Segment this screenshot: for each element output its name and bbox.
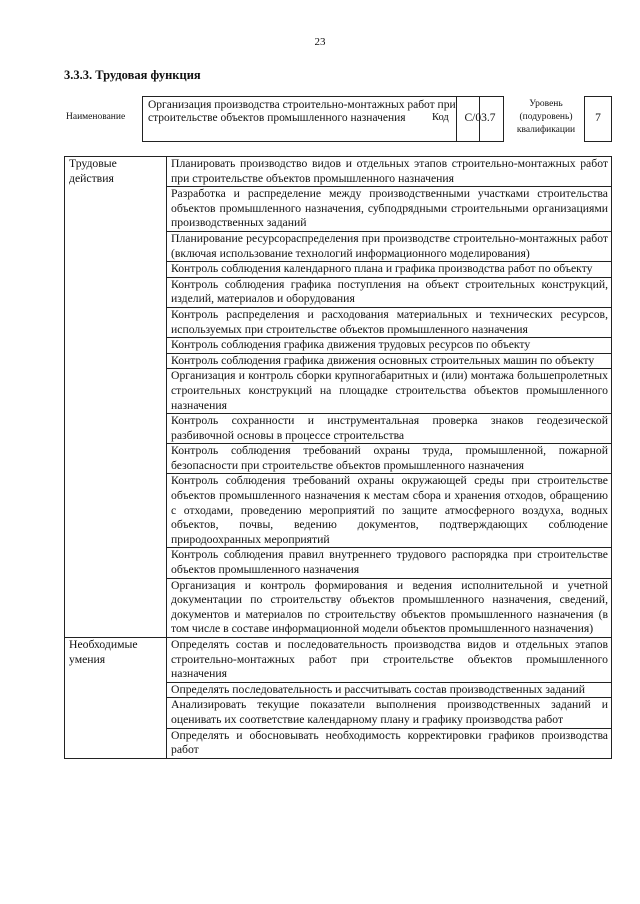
name-label: Наименование [66,112,126,122]
function-header [64,96,612,144]
qualification-level-label: Уровень (подуровень) квалификации [516,99,576,135]
section-category: Необходимые умения [65,638,167,759]
list-item: Организация и контроль формирования и ведения исполнительной и учетной документации по строительству объектов промышленного назначения, сведений, документов и материалов по строительству объектов промышленного назначения (в том числе в составе информационной модели объектов промышленного назначения) [167,578,612,637]
page-number: 23 [314,36,326,48]
list-item: Планирование ресурсораспределения при производстве строительно-монтажных работ (включая использование технологий информационного моделирования) [167,231,612,261]
qualification-level: 7 [584,96,612,142]
list-item: Планировать производство видов и отдельных этапов строительно-монтажных работ при строительстве объектов промышленного назначения [167,157,612,187]
function-name: Организация производства строительно-монтажных работ при строительстве объектов промышленного назначения [142,96,480,142]
list-item: Контроль соблюдения графика движения трудовых ресурсов по объекту [167,338,612,354]
list-item: Контроль соблюдения требований охраны окружающей среды при строительстве объектов промышленного назначения к местам сбора и хранения отходов, обращению с отходами, проведению мероприятий по защите атмосферного воздуха, водных объектов, почвы, ведению документов, подтверждающих соблюдение природоохранных мероприятий [167,474,612,548]
function-table [64,156,612,759]
section-category: Трудовые действия [65,157,167,638]
function-code: С/03.7 [456,96,504,142]
list-item: Организация и контроль сборки крупногабаритных и (или) монтажа большепролетных строительных конструкций на площадке строительства объектов промышленного назначения [167,369,612,414]
list-item: Контроль соблюдения графика поступления на объект строительных конструкций, изделий, материалов и оборудования [167,277,612,307]
list-item: Контроль сохранности и инструментальная проверка знаков геодезической разбивочной основы в процессе строительства [167,414,612,444]
table-row [65,157,612,187]
list-item: Контроль соблюдения требований охраны труда, промышленной, пожарной безопасности при строительстве объектов промышленного назначения [167,444,612,474]
section-title: 3.3.3. Трудовая функция [64,68,201,82]
list-item: Контроль распределения и расходования материальных и технических ресурсов, используемых при строительстве объектов промышленного назначения [167,307,612,337]
list-item: Контроль соблюдения календарного плана и графика производства работ по объекту [167,262,612,278]
list-item: Анализировать текущие показатели выполнения производственных заданий и оценивать их соответствие календарному плану и графику производства работ [167,698,612,728]
list-item: Разработка и распределение между производственными участками строительства объектов промышленного назначения, субподрядными строительными организациями производственных заданий [167,187,612,232]
list-item: Контроль соблюдения графика движения основных строительных машин по объекту [167,353,612,369]
list-item: Определять последовательность и рассчитывать состав производственных заданий [167,682,612,698]
list-item: Определять состав и последовательность производства видов и отдельных этапов строительно-монтажных работ при строительстве объектов промышленного назначения [167,638,612,683]
code-label: Код [432,112,449,123]
table-row [65,638,612,683]
list-item: Контроль соблюдения правил внутреннего трудового распорядка при строительстве объектов промышленного назначения [167,548,612,578]
list-item: Определять и обосновывать необходимость корректировки графиков производства работ [167,728,612,758]
